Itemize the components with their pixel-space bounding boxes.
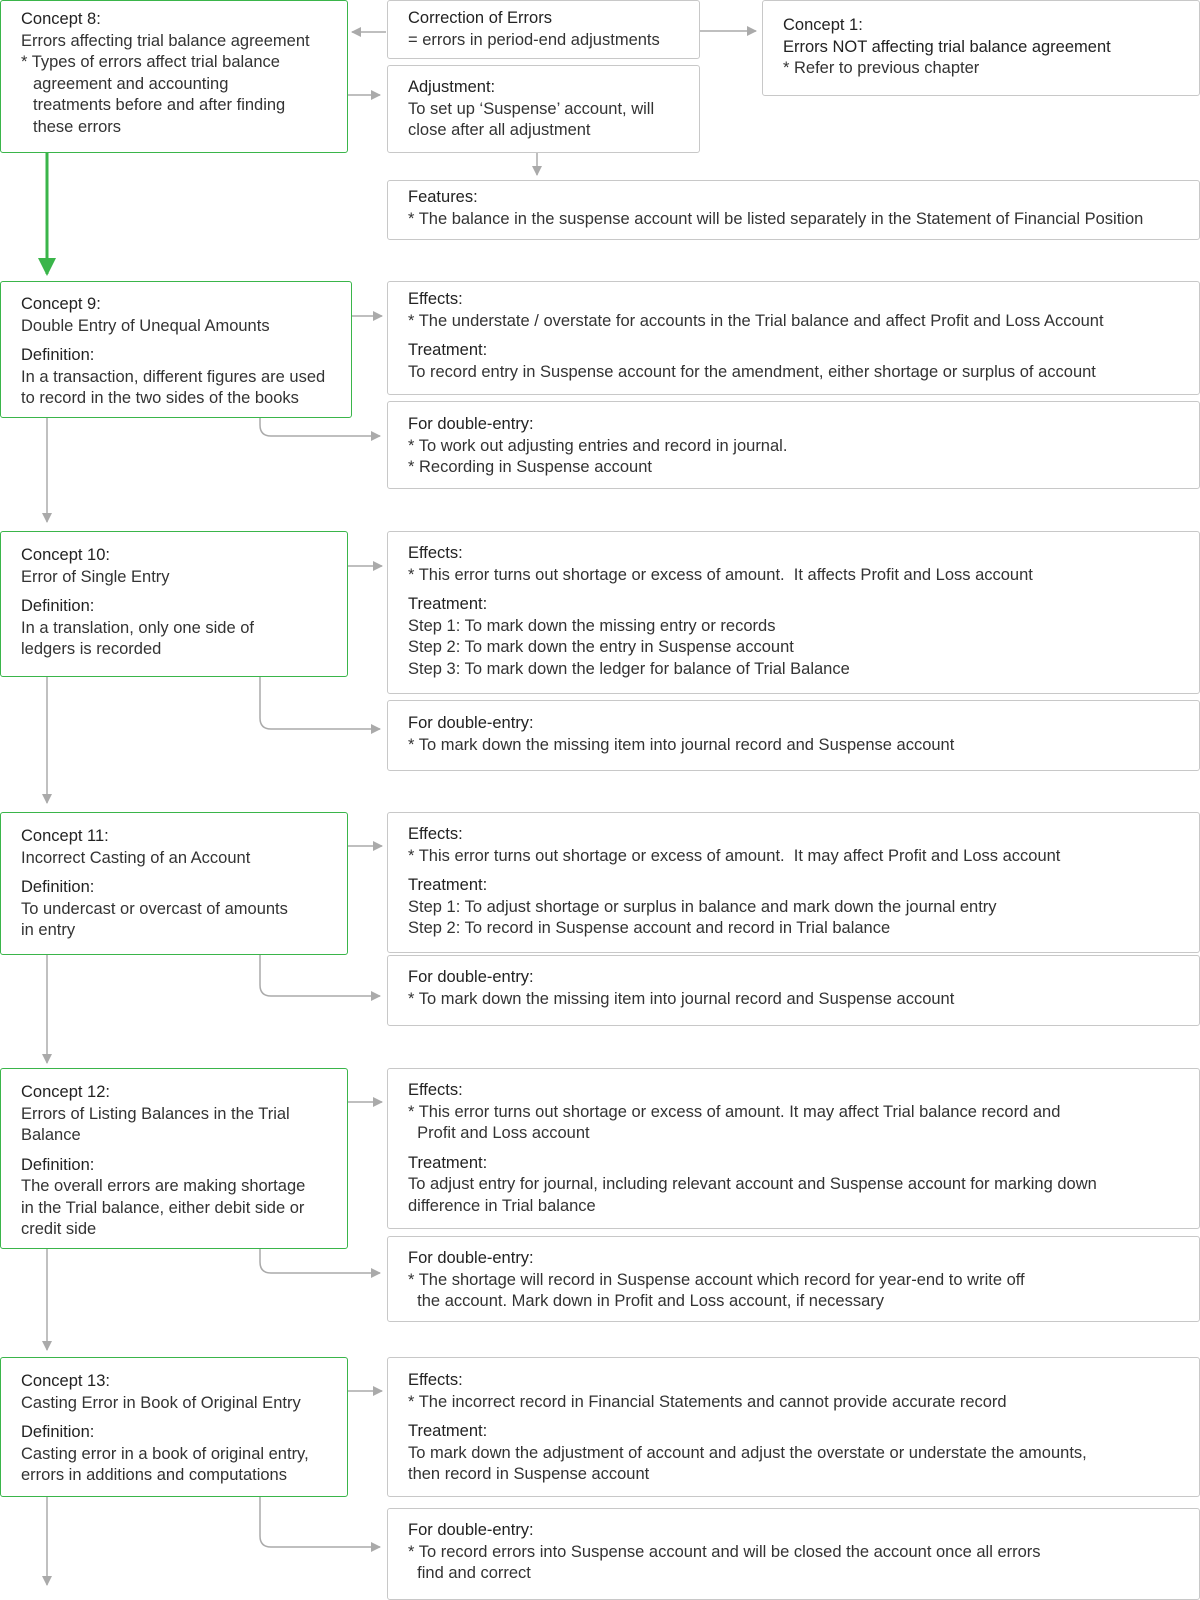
concept-name: Errors of Listing Balances in the Trial [21, 1104, 290, 1123]
effects-label: Effects: [408, 1371, 463, 1389]
treatment-label: Treatment: [408, 876, 488, 894]
double-entry-line: the account. Mark down in Profit and Loss account, if necessary [408, 1292, 884, 1310]
concept9-box [0, 281, 352, 418]
concept13-double-entry-box [387, 1508, 1200, 1600]
treatment-label: Treatment: [408, 1153, 488, 1172]
concept-title: Concept 9: [21, 295, 101, 313]
arrow-c13-double-entry [260, 1497, 380, 1547]
double-entry-line: * The shortage will record in Suspense account which record for year-end to write off [408, 1270, 1025, 1289]
definition-line: The overall errors are making shortage [21, 1177, 306, 1195]
treatment-line: To record entry in Suspense account for the amendment, either shortage or surplus of account [408, 362, 1096, 381]
concept8-note: treatments before and after finding [33, 96, 286, 114]
double-entry-line: find and correct [408, 1564, 531, 1582]
features-title: Features: [408, 188, 478, 206]
concept12-double-entry-box [387, 1236, 1200, 1322]
correction-of-errors-box [387, 0, 700, 59]
concept-title: Concept 11: [21, 827, 109, 845]
concept8-note: agreement and accounting [33, 74, 229, 93]
arrow-c11-double-entry [260, 955, 380, 996]
concept-name: Balance [21, 1126, 81, 1144]
effects-line: * The incorrect record in Financial Statements and cannot provide accurate record [408, 1392, 1007, 1411]
definition-line: in entry [21, 921, 76, 939]
treatment-label: Treatment: [408, 341, 488, 359]
features-text: * The balance in the suspense account will be listed separately in the Statement of Financial Position [408, 209, 1144, 228]
concept10-box [0, 531, 348, 677]
concept10-double-entry-box [387, 700, 1200, 771]
effects-line: * This error turns out shortage or excess of amount. It affects Profit and Loss account [408, 565, 1033, 584]
definition-line: credit side [21, 1220, 97, 1238]
double-entry-line: * Recording in Suspense account [408, 458, 652, 476]
concept1-title: Concept 1: [783, 16, 863, 34]
treatment-step: Step 2: To record in Suspense account and record in Trial balance [408, 919, 891, 937]
double-entry-label: For double-entry: [408, 1249, 534, 1267]
concept1-box [762, 0, 1200, 96]
concept-title: Concept 13: [21, 1372, 110, 1390]
correction-title: Correction of Errors [408, 9, 552, 27]
concept8-note: these errors [33, 117, 122, 136]
concept1-note: * Refer to previous chapter [783, 59, 980, 77]
definition-line: errors in additions and computations [21, 1466, 287, 1484]
concept-name: Error of Single Entry [21, 567, 170, 586]
arrow-c9-double-entry [260, 418, 380, 436]
definition-line: in the Trial balance, either debit side or [21, 1198, 305, 1217]
concept8-box [0, 0, 348, 153]
definition-label: Definition: [21, 1423, 95, 1441]
concept9-double-entry-box [387, 401, 1200, 489]
double-entry-line: * To mark down the missing item into journal record and Suspense account [408, 735, 955, 754]
features-box [387, 180, 1200, 240]
concept12-effects-box [387, 1068, 1200, 1229]
concept-title: Concept 10: [21, 546, 110, 564]
effects-label: Effects: [408, 290, 463, 308]
double-entry-line: * To mark down the missing item into journal record and Suspense account [408, 989, 955, 1008]
treatment-label: Treatment: [408, 1422, 488, 1440]
treatment-step: Step 1: To mark down the missing entry or records [408, 616, 776, 635]
treatment-step: Step 2: To mark down the entry in Suspense account [408, 638, 794, 656]
treatment-step: Step 3: To mark down the ledger for balance of Trial Balance [408, 659, 850, 678]
treatment-line: To adjust entry for journal, including relevant account and Suspense account for marking down [408, 1175, 1097, 1193]
concept12-box [0, 1068, 348, 1249]
adjustment-line: To set up ‘Suspense’ account, will [408, 99, 655, 118]
concept8-note: * Types of errors affect trial balance [21, 53, 280, 71]
adjustment-box [387, 65, 700, 153]
definition-line: To undercast or overcast of amounts [21, 899, 288, 918]
effects-label: Effects: [408, 1081, 463, 1099]
concept-name: Double Entry of Unequal Amounts [21, 316, 270, 335]
concept-title: Concept 12: [21, 1083, 110, 1101]
definition-label: Definition: [21, 597, 95, 615]
definition-label: Definition: [21, 346, 95, 364]
double-entry-label: For double-entry: [408, 714, 534, 732]
concept8-title: Concept 8: [21, 10, 101, 28]
correction-text: = errors in period-end adjustments [408, 30, 660, 49]
treatment-line: To mark down the adjustment of account and adjust the overstate or understate the amounts, [408, 1443, 1087, 1462]
adjustment-title: Adjustment: [408, 78, 496, 96]
effects-label: Effects: [408, 544, 463, 562]
concept11-effects-box [387, 812, 1200, 953]
double-entry-line: * To work out adjusting entries and record in journal. [408, 436, 788, 455]
definition-line: In a transaction, different figures are used [21, 367, 326, 386]
effects-line: * The understate / overstate for accounts in the Trial balance and affect Profit and Loss Account [408, 311, 1104, 330]
effects-line: * This error turns out shortage or excess of amount. It may affect Profit and Loss account [408, 846, 1061, 865]
concept13-effects-box [387, 1357, 1200, 1497]
double-entry-label: For double-entry: [408, 415, 534, 433]
treatment-line: then record in Suspense account [408, 1465, 650, 1483]
concept9-effects-box [387, 281, 1200, 395]
definition-line: In a translation, only one side of [21, 618, 254, 637]
concept-name: Casting Error in Book of Original Entry [21, 1393, 301, 1412]
treatment-line: difference in Trial balance [408, 1196, 596, 1215]
effects-label: Effects: [408, 825, 463, 843]
concept13-box [0, 1357, 348, 1497]
definition-line: Casting error in a book of original entry, [21, 1444, 309, 1463]
concept1-subtitle: Errors NOT affecting trial balance agreement [783, 37, 1111, 56]
arrow-c10-double-entry [260, 677, 380, 729]
definition-line: to record in the two sides of the books [21, 389, 299, 407]
concept8-subtitle: Errors affecting trial balance agreement [21, 31, 310, 50]
treatment-step: Step 1: To adjust shortage or surplus in balance and mark down the journal entry [408, 897, 997, 916]
double-entry-line: * To record errors into Suspense account and will be closed the account once all errors [408, 1542, 1041, 1561]
concept11-double-entry-box [387, 955, 1200, 1026]
double-entry-label: For double-entry: [408, 968, 534, 986]
concept-name: Incorrect Casting of an Account [21, 848, 251, 867]
treatment-label: Treatment: [408, 595, 488, 613]
adjustment-line: close after all adjustment [408, 121, 591, 139]
double-entry-label: For double-entry: [408, 1521, 534, 1539]
effects-line: * This error turns out shortage or excess of amount. It may affect Trial balance record and [408, 1102, 1061, 1121]
definition-label: Definition: [21, 878, 95, 896]
concept10-effects-box [387, 531, 1200, 694]
definition-label: Definition: [21, 1155, 95, 1174]
concept11-box [0, 812, 348, 955]
arrow-c12-double-entry [260, 1249, 380, 1273]
effects-line: Profit and Loss account [408, 1124, 590, 1142]
definition-line: ledgers is recorded [21, 640, 162, 658]
